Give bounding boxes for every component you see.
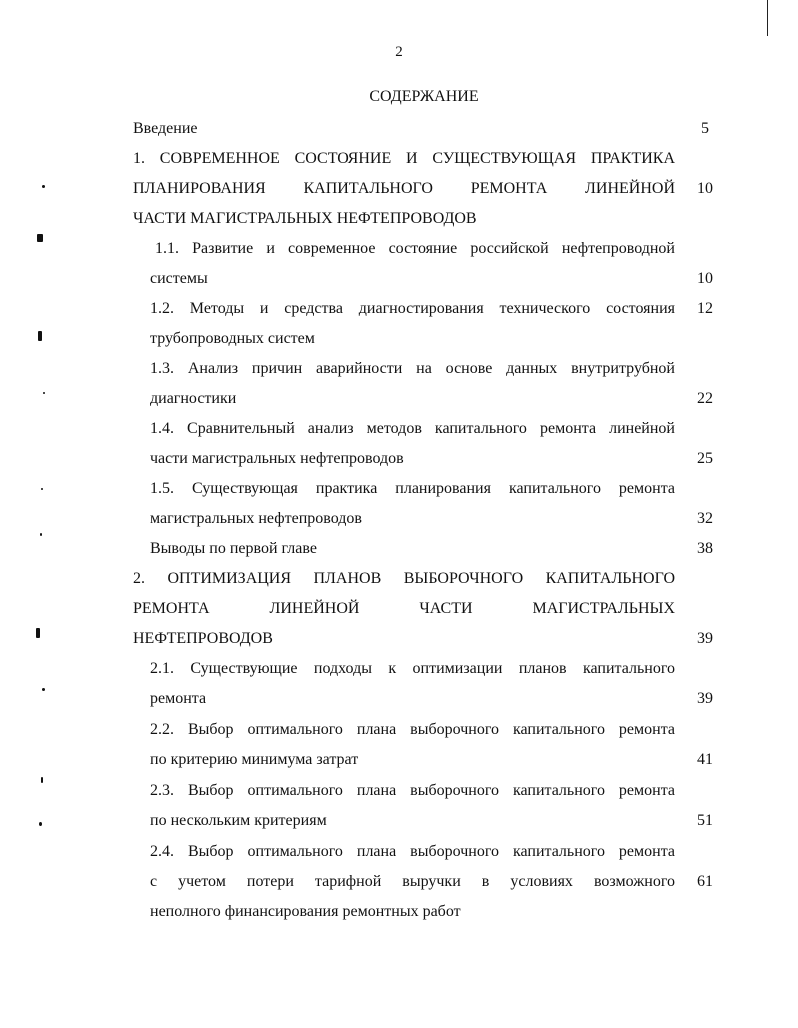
scan-edge-line: [767, 0, 768, 36]
toc-section-2-1-line-2: ремонта: [150, 690, 207, 707]
toc-chapter-1-line-1: 1. СОВРЕМЕННОЕ СОСТОЯНИЕ И СУЩЕСТВУЮЩАЯ ПРАКТИКА: [133, 150, 675, 167]
toc-section-2-4-line-2: с учетом потери тарифной выручки в условиях возможного: [150, 873, 675, 890]
scan-speck: [42, 688, 45, 691]
scan-speck: [38, 331, 42, 341]
toc-title: СОДЕРЖАНИЕ: [369, 88, 479, 105]
scan-speck: [43, 392, 45, 394]
toc-page-section-2-3: 51: [697, 812, 713, 829]
toc-section-1-2-line-1: 1.2. Методы и средства диагностирования технического состояния: [150, 300, 675, 317]
page-number: 2: [395, 44, 403, 60]
toc-chapter-2-line-1: 2. ОПТИМИЗАЦИЯ ПЛАНОВ ВЫБОРОЧНОГО КАПИТАЛЬНОГО: [133, 570, 675, 587]
toc-section-1-4-line-2: части магистральных нефтепроводов: [150, 450, 404, 467]
toc-page-section-2-2: 41: [697, 751, 713, 768]
toc-section-2-2-line-2: по критерию минимума затрат: [150, 751, 359, 768]
toc-section-1-3-line-2: диагностики: [150, 390, 237, 407]
toc-section-1-5-line-2: магистральных нефтепроводов: [150, 510, 362, 527]
toc-page-chapter-2: 39: [697, 630, 713, 647]
toc-page-section-2-4: 61: [697, 873, 713, 890]
scan-speck: [39, 822, 42, 826]
toc-chapter-1-line-3: ЧАСТИ МАГИСТРАЛЬНЫХ НЕФТЕПРОВОДОВ: [133, 210, 477, 227]
toc-page-section-1-2: 12: [697, 300, 713, 317]
toc-chapter-2-line-3: НЕФТЕПРОВОДОВ: [133, 630, 273, 647]
scan-speck: [42, 185, 45, 188]
toc-section-2-4-line-1: 2.4. Выбор оптимального плана выборочного капитального ремонта: [150, 843, 675, 860]
toc-section-2-2-line-1: 2.2. Выбор оптимального плана выборочного капитального ремонта: [150, 721, 675, 738]
toc-section-1-3-line-1: 1.3. Анализ причин аварийности на основе данных внутритрубной: [150, 360, 675, 377]
toc-section-1-2-line-2: трубопроводных систем: [150, 330, 315, 347]
toc-page-intro: 5: [701, 120, 709, 137]
toc-section-2-1-line-1: 2.1. Существующие подходы к оптимизации планов капитального: [150, 660, 675, 677]
toc-page-section-1-4: 25: [697, 450, 713, 467]
toc-section-1-5-line-1: 1.5. Существующая практика планирования капитального ремонта: [150, 480, 675, 497]
scan-speck: [41, 777, 43, 783]
toc-page-section-1-1: 10: [697, 270, 713, 287]
toc-section-2-4-line-3: неполного финансирования ремонтных работ: [150, 903, 461, 920]
toc-page-conclusions-1: 38: [697, 540, 713, 557]
toc-chapter-1-line-2: ПЛАНИРОВАНИЯ КАПИТАЛЬНОГО РЕМОНТА ЛИНЕЙНОЙ: [133, 180, 675, 197]
toc-section-1-4-line-1: 1.4. Сравнительный анализ методов капитального ремонта линейной: [150, 420, 675, 437]
scan-speck: [36, 628, 40, 638]
scan-speck: [40, 533, 42, 536]
toc-section-1-1-line-1: 1.1. Развитие и современное состояние российской нефтепроводной: [155, 240, 675, 257]
toc-page-chapter-1: 10: [697, 180, 713, 197]
toc-section-1-1-line-2: системы: [150, 270, 208, 287]
toc-section-2-3-line-1: 2.3. Выбор оптимального плана выборочного капитального ремонта: [150, 782, 675, 799]
scan-speck: [41, 488, 43, 490]
toc-conclusions-chapter-1: Выводы по первой главе: [150, 540, 317, 557]
toc-page-section-2-1: 39: [697, 690, 713, 707]
toc-page-section-1-5: 32: [697, 510, 713, 527]
toc-section-2-3-line-2: по нескольким критериям: [150, 812, 327, 829]
scan-speck: [37, 234, 43, 242]
toc-page-section-1-3: 22: [697, 390, 713, 407]
toc-entry-intro: Введение: [133, 120, 198, 137]
toc-chapter-2-line-2: РЕМОНТА ЛИНЕЙНОЙ ЧАСТИ МАГИСТРАЛЬНЫХ: [133, 600, 675, 617]
